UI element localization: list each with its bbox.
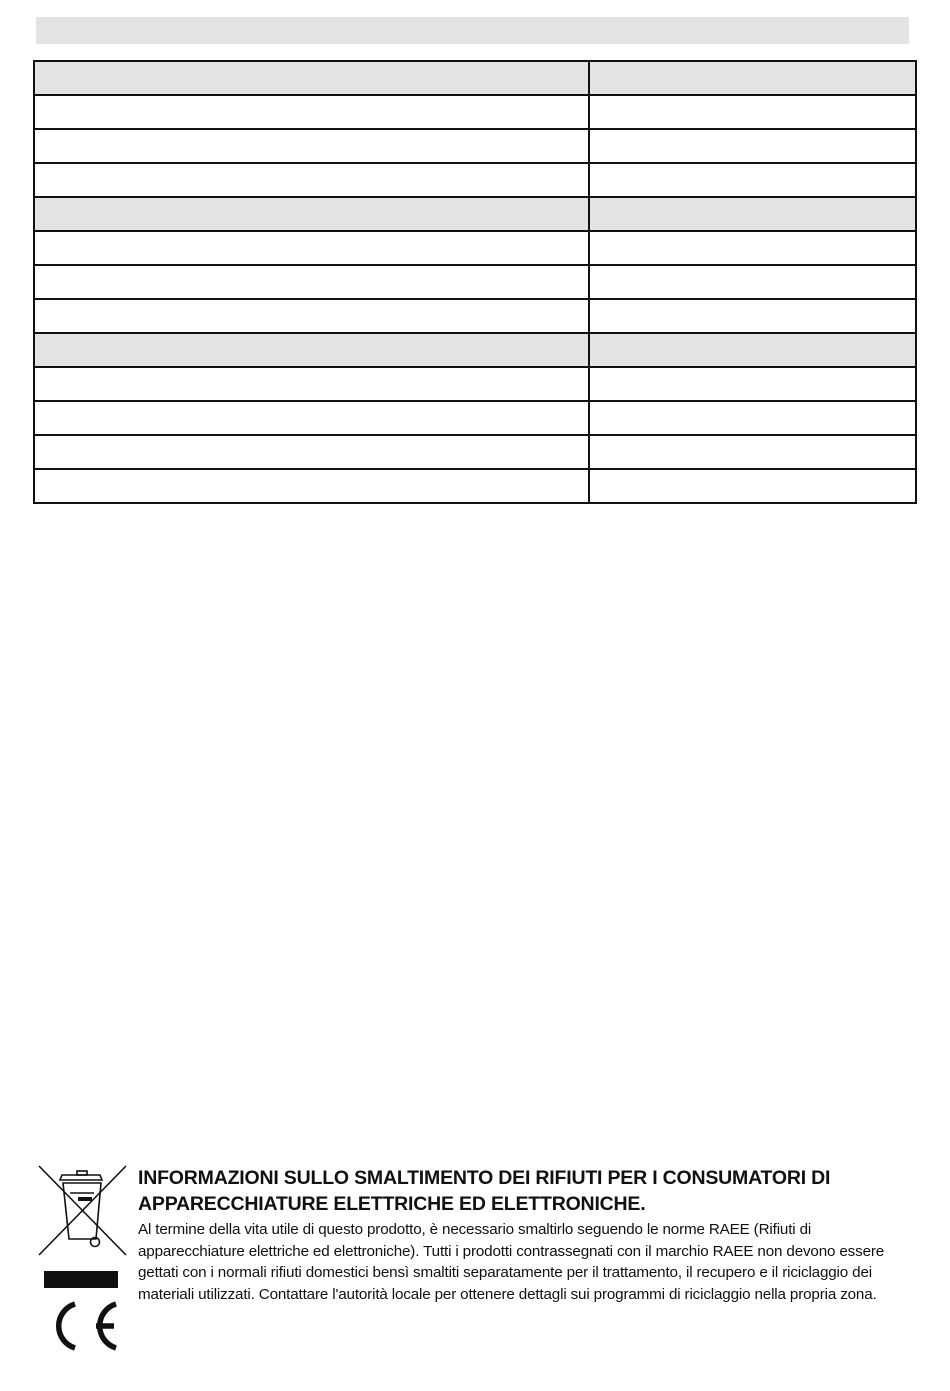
table-cell-value (589, 265, 916, 299)
ce-mark-icon (44, 1300, 120, 1352)
table-cell-value (589, 129, 916, 163)
spec-table (33, 60, 917, 504)
table-row (34, 95, 916, 129)
disposal-text: Al termine della vita utile di questo prodotto, è necessario smaltirlo seguendo le norme RAEE (Rifiuti di apparecchiature elettriche ed elettroniche). Tutti i prodotti contrassegnati con il marchio RAEE non devono essere gettati con i normali rifiuti domestici bensì smaltiti separatamente per il trattamento, il recupero e il riciclaggio dei materiali utilizzati. Contattare l'autorità locale per ottenere dettagli sui programmi di riciclaggio nella propria zona. (138, 1221, 885, 1303)
table-row (34, 469, 916, 503)
table-cell-label (34, 333, 589, 367)
table-cell-label (34, 367, 589, 401)
disposal-title-line2: APPARECCHIATURE ELETTRICHE ED ELETTRONICHE. (138, 1193, 646, 1215)
table-cell-value (589, 299, 916, 333)
table-row (34, 231, 916, 265)
table-cell-value (589, 469, 916, 503)
table-cell-label (34, 95, 589, 129)
table-row (34, 435, 916, 469)
table-section-header (34, 197, 916, 231)
table-cell-value (589, 401, 916, 435)
table-row (34, 129, 916, 163)
table-row (34, 299, 916, 333)
table-cell-value (589, 435, 916, 469)
weee-black-bar (44, 1271, 118, 1288)
table-row (34, 163, 916, 197)
table-cell-value (589, 197, 916, 231)
table-row (34, 367, 916, 401)
table-cell-value (589, 163, 916, 197)
table-cell-label (34, 61, 589, 95)
disposal-info (138, 1165, 908, 1305)
table-cell-label (34, 265, 589, 299)
disposal-title-line1: INFORMAZIONI SULLO SMALTIMENTO DEI RIFIUTI PER I CONSUMATORI DI (138, 1167, 831, 1189)
top-header-bar (36, 17, 909, 44)
table-cell-label (34, 401, 589, 435)
table-row (34, 265, 916, 299)
table-cell-value (589, 95, 916, 129)
table-cell-label (34, 299, 589, 333)
table-cell-label (34, 197, 589, 231)
table-cell-value (589, 61, 916, 95)
table-cell-label (34, 129, 589, 163)
table-cell-label (34, 163, 589, 197)
crossed-out-wheelie-bin-icon (36, 1163, 128, 1258)
table-cell-label (34, 435, 589, 469)
table-cell-value (589, 333, 916, 367)
table-section-header (34, 333, 916, 367)
disposal-title (138, 1165, 908, 1217)
table-cell-value (589, 367, 916, 401)
table-section-header (34, 61, 916, 95)
table-cell-value (589, 231, 916, 265)
table-cell-label (34, 231, 589, 265)
table-cell-label (34, 469, 589, 503)
table-row (34, 401, 916, 435)
